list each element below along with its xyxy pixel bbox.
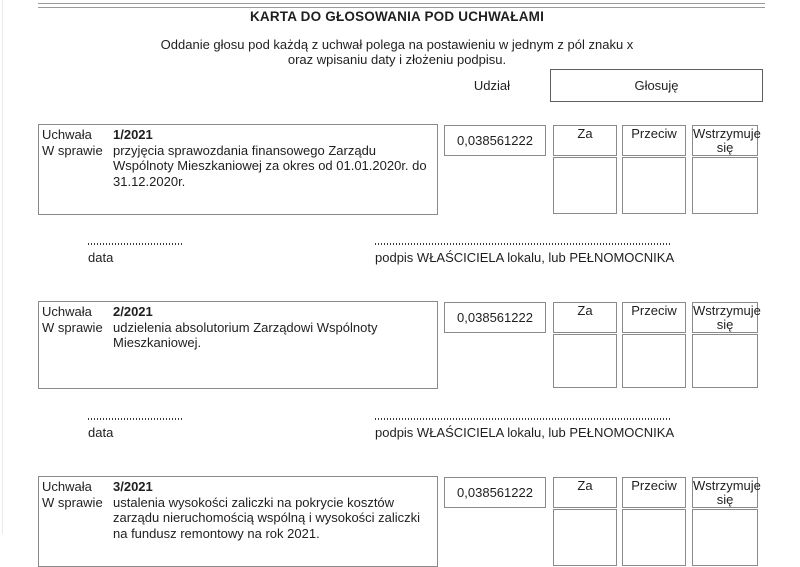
page-left-edge xyxy=(2,0,3,534)
vote-against-column xyxy=(622,125,686,214)
vote-abstain-label: Wstrzymuje się xyxy=(693,126,761,155)
resolution-row-1 xyxy=(0,124,800,215)
resolution-number: 1/2021 xyxy=(113,127,153,142)
page-title: KARTA DO GŁOSOWANIA POD UCHWAŁAMI xyxy=(249,9,545,24)
signature-label: podpis WŁAŚCICIELA lokalu, lub PEŁNOMOCNIKA xyxy=(375,250,675,265)
resolution-label: Uchwała xyxy=(42,304,92,319)
resolution-number: 3/2021 xyxy=(113,479,153,494)
vote-abstain-column xyxy=(692,125,761,214)
instructions-line-2: oraz wpisaniu daty i złożeniu podpisu. xyxy=(287,52,507,67)
resolution-subject: przyjęcia sprawozdania finansowego Zarządu Wspólnoty Mieszkaniowej za okres od 01.01.2020r. do 31.12.2020r. xyxy=(113,142,427,189)
signature-label: podpis WŁAŚCICIELA lokalu, lub PEŁNOMOCNIKA xyxy=(375,425,675,440)
vote-abstain-mark-box[interactable] xyxy=(692,334,758,388)
date-label: data xyxy=(88,425,114,440)
share-value-box: 0,038561222 xyxy=(444,477,546,508)
vote-against-label: Przeciw xyxy=(622,125,686,156)
date-label: data xyxy=(88,250,114,265)
vote-for-label: Za xyxy=(553,125,617,156)
resolution-label: Uchwała xyxy=(42,479,92,494)
vote-for-column xyxy=(553,302,617,388)
vote-abstain-mark-box[interactable] xyxy=(692,509,758,566)
vote-for-column xyxy=(553,477,617,566)
date-fill-line[interactable] xyxy=(88,418,183,421)
vote-for-column xyxy=(553,125,617,214)
vote-against-column xyxy=(622,302,686,388)
vote-against-mark-box[interactable] xyxy=(622,334,686,388)
resolution-row-2 xyxy=(0,301,800,389)
regarding-label: W sprawie xyxy=(42,319,103,335)
vote-against-label: Przeciw xyxy=(622,477,686,508)
resolution-label: Uchwała xyxy=(42,127,92,142)
resolution-box xyxy=(38,124,438,215)
vote-for-label: Za xyxy=(553,302,617,333)
vote-for-mark-box[interactable] xyxy=(553,157,617,214)
vote-for-mark-box[interactable] xyxy=(553,509,617,566)
vote-against-mark-box[interactable] xyxy=(622,509,686,566)
share-value-box: 0,038561222 xyxy=(444,125,546,156)
vote-for-label: Za xyxy=(553,477,617,508)
resolution-box xyxy=(38,301,438,389)
resolution-box xyxy=(38,476,438,567)
vote-abstain-mark-box[interactable] xyxy=(692,157,758,214)
resolution-subject: ustalenia wysokości zaliczki na pokrycie kosztów zarządu nieruchomością wspólną i wysokości zaliczki na fundusz remontowy na rok 2021. xyxy=(113,494,421,541)
vote-against-label: Przeciw xyxy=(622,302,686,333)
signature-fill-line[interactable] xyxy=(375,418,671,421)
top-double-rule xyxy=(38,3,765,8)
instructions-line-1: Oddanie głosu pod każdą z uchwał polega na postawieniu w jednym z pól znaku x xyxy=(160,37,634,52)
vote-abstain-column xyxy=(692,302,761,388)
vote-abstain-label: Wstrzymuje się xyxy=(693,478,761,507)
resolution-number: 2/2021 xyxy=(113,304,153,319)
share-column-label: Udział xyxy=(473,78,510,93)
date-fill-line[interactable] xyxy=(88,243,183,246)
regarding-label: W sprawie xyxy=(42,142,103,158)
resolution-subject: udzielenia absolutorium Zarządowi Wspólnoty Mieszkaniowej. xyxy=(113,319,378,350)
vote-against-column xyxy=(622,477,686,566)
vote-column-header-box: Głosuję xyxy=(550,69,763,102)
signature-fill-line[interactable] xyxy=(375,243,671,246)
vote-against-mark-box[interactable] xyxy=(622,157,686,214)
vote-for-mark-box[interactable] xyxy=(553,334,617,388)
vote-abstain-label: Wstrzymuje się xyxy=(693,303,761,332)
resolution-row-3 xyxy=(0,476,800,567)
share-value-box: 0,038561222 xyxy=(444,302,546,333)
regarding-label: W sprawie xyxy=(42,494,103,510)
vote-abstain-column xyxy=(692,477,761,566)
